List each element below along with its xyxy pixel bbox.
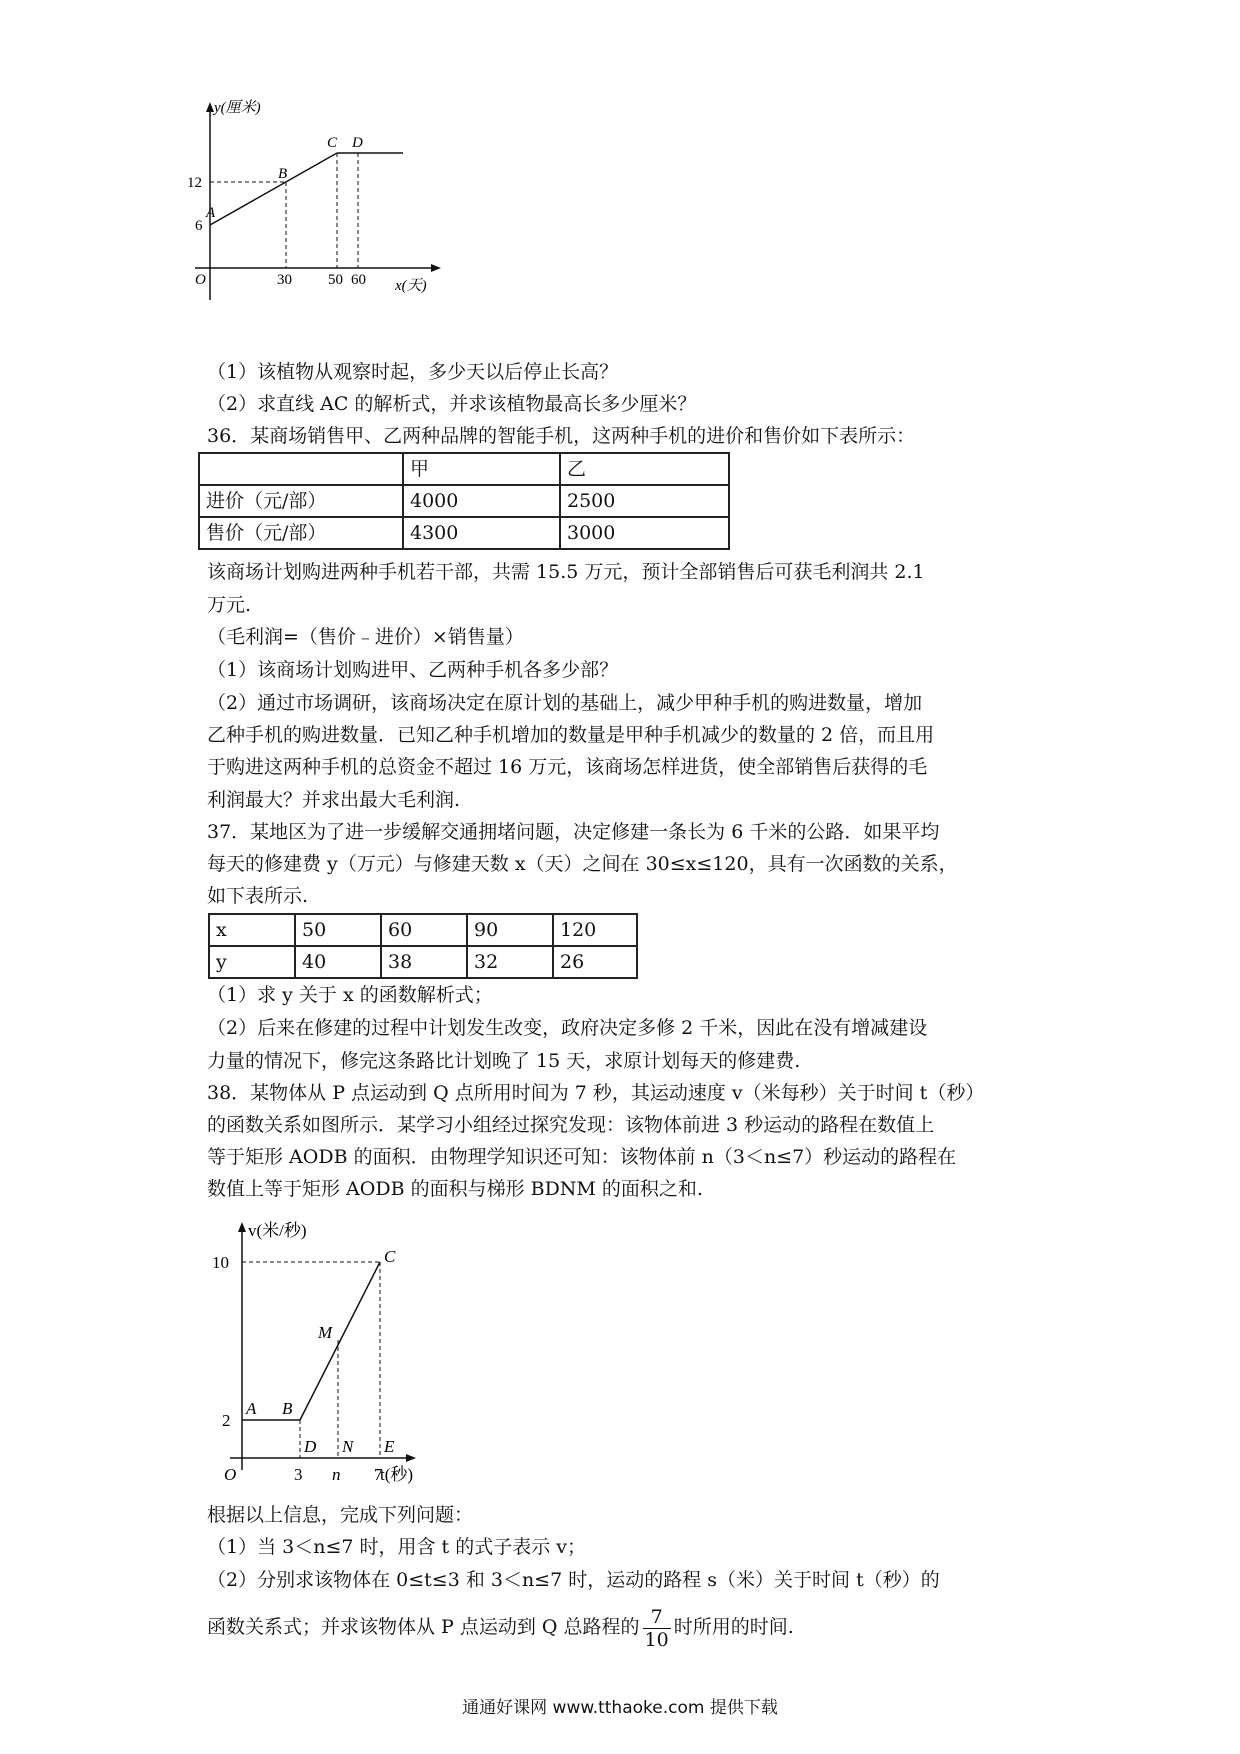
x-tick-label: 30 <box>277 272 292 288</box>
point-label: B <box>278 166 288 182</box>
plant-growth-graph <box>187 100 455 350</box>
table-cell: 40 <box>295 946 381 978</box>
table-cell: 32 <box>467 946 553 978</box>
table-cell: x <box>209 914 295 946</box>
q38-part1: （1）当 3＜n≤7 时，用含 t 的式子表示 v； <box>207 1536 586 1558</box>
table-row <box>199 485 729 517</box>
x-axis-label: x(天) <box>395 278 427 294</box>
point-label: A <box>206 205 216 221</box>
q36-part2-line4: 利润最大？并求出最大毛利润. <box>207 789 461 811</box>
q38-stem-line4: 数值上等于矩形 AODB 的面积与梯形 BDNM 的面积之和. <box>207 1178 703 1200</box>
point-label: A <box>246 1399 257 1418</box>
point-label: D <box>352 135 363 151</box>
point-label: M <box>318 1323 333 1342</box>
q38-stem-line1: 38．某物体从 P 点运动到 Q 点所用时间为 7 秒，其运动速度 v（米每秒）关于时间 t（秒） <box>207 1082 985 1104</box>
q38-stem-line2: 的函数关系如图所示．某学习小组经过探究发现：该物体前进 3 秒运动的路程在数值上 <box>207 1114 935 1136</box>
table-row <box>199 517 729 549</box>
table-cell: 乙 <box>560 453 729 485</box>
table-cell: 4000 <box>403 485 560 517</box>
q36-part2-line2: 乙种手机的购进数量．已知乙种手机增加的数量是甲种手机减少的数量的 2 倍，而且用 <box>207 724 935 746</box>
q37-part1: （1）求 y 关于 x 的函数解析式； <box>207 984 493 1006</box>
x-tick-label: 60 <box>351 272 366 288</box>
q38-part2-line2 <box>207 1605 794 1651</box>
q38-part2-line2-text-a: 函数关系式；并求该物体从 P 点运动到 Q 总路程的 <box>207 1616 640 1638</box>
table-cell: 甲 <box>403 453 560 485</box>
table-cell <box>199 453 403 485</box>
fraction-numerator: 7 <box>643 1606 671 1629</box>
y-axis-label: v(米/秒) <box>248 1221 307 1240</box>
table-cell: 90 <box>467 914 553 946</box>
point-label: N <box>342 1437 354 1456</box>
table-cell: 进价（元/部） <box>199 485 403 517</box>
y-tick-label: 6 <box>195 218 203 234</box>
table-row <box>209 946 637 978</box>
x-tick-label: 3 <box>294 1465 303 1484</box>
table-cell: 售价（元/部） <box>199 517 403 549</box>
y-tick-label: 10 <box>212 1253 229 1272</box>
origin-label: O <box>195 272 206 288</box>
point-label: B <box>282 1399 293 1418</box>
table-cell: 120 <box>553 914 637 946</box>
table-cell: 50 <box>295 914 381 946</box>
x-axis-label: t(秒) <box>380 1465 414 1484</box>
q36-part1: （1）该商场计划购进甲、乙两种手机各多少部？ <box>207 659 619 681</box>
table-cell: 2500 <box>560 485 729 517</box>
q36-part2-line3: 于购进这两种手机的总资金不超过 16 万元，该商场怎样进货，使全部销售后获得的毛 <box>207 756 928 778</box>
q37-part2-line1: （2）后来在修建的过程中计划发生改变，政府决定多修 2 千米，因此在没有增减建设 <box>207 1017 928 1039</box>
q38-part2-line1: （2）分别求该物体在 0≤t≤3 和 3＜n≤7 时，运动的路程 s（米）关于时间 t（秒）的 <box>207 1569 940 1591</box>
table-cell: 26 <box>553 946 637 978</box>
table-row <box>209 914 637 946</box>
table-cell: 3000 <box>560 517 729 549</box>
table-row <box>199 453 729 485</box>
q38-part2-line2-text-b: 时所用的时间. <box>673 1616 794 1638</box>
q36-stem: 36．某商场销售甲、乙两种品牌的智能手机，这两种手机的进价和售价如下表所示： <box>207 425 916 447</box>
q35-part2: （2）求直线 AC 的解析式，并求该植物最高长多少厘米？ <box>207 393 697 415</box>
q37-stem-line2: 每天的修建费 y（万元）与修建天数 x（天）之间在 30≤x≤120，具有一次函数的关系， <box>207 853 958 875</box>
point-label: E <box>384 1437 395 1456</box>
x-tick-label: 50 <box>328 272 343 288</box>
table-cell: 60 <box>381 914 467 946</box>
q37-stem-line1: 37．某地区为了进一步缓解交通拥堵问题，决定修建一条长为 6 千米的公路．如果平均 <box>207 821 940 843</box>
q38-intro: 根据以上信息，完成下列问题： <box>207 1504 474 1526</box>
velocity-time-graph <box>210 1218 470 1488</box>
table-cell: 38 <box>381 946 467 978</box>
origin-label: O <box>224 1465 237 1484</box>
x-tick-label: 7 <box>374 1465 383 1484</box>
q36-text2: 万元. <box>207 594 252 616</box>
fraction-denominator: 10 <box>644 1628 669 1651</box>
point-label: C <box>384 1247 396 1266</box>
q36-text1: 该商场计划购进两种手机若干部，共需 15.5 万元，预计全部销售后可获毛利润共 2.1 <box>207 561 925 583</box>
q38-stem-line3: 等于矩形 AODB 的面积．由物理学知识还可知：该物体前 n（3＜n≤7）秒运动的路程在 <box>207 1146 957 1168</box>
point-label: D <box>304 1437 317 1456</box>
q35-part1: （1）该植物从观察时起，多少天以后停止长高？ <box>207 361 619 383</box>
fraction-seven-tenths <box>643 1606 671 1651</box>
q37-data-table <box>208 913 638 979</box>
x-tick-label: n <box>332 1465 341 1484</box>
y-axis-label: y(厘米) <box>214 100 261 116</box>
q37-part2-line2: 力量的情况下，修完这条路比计划晚了 15 天，求原计划每天的修建费. <box>207 1050 801 1072</box>
q36-price-table <box>198 452 730 550</box>
y-tick-label: 12 <box>187 175 202 191</box>
y-tick-label: 2 <box>222 1411 231 1430</box>
table-cell: 4300 <box>403 517 560 549</box>
q37-stem-line3: 如下表所示. <box>207 885 309 907</box>
q36-text3: （毛利润=（售价﹣进价）×销售量） <box>207 626 524 648</box>
page-footer: 通通好课网 www.tthaoke.com 提供下载 <box>462 1698 778 1718</box>
q36-part2-line1: （2）通过市场调研，该商场决定在原计划的基础上，减少甲种手机的购进数量，增加 <box>207 692 923 714</box>
point-label: C <box>327 135 338 151</box>
table-cell: y <box>209 946 295 978</box>
